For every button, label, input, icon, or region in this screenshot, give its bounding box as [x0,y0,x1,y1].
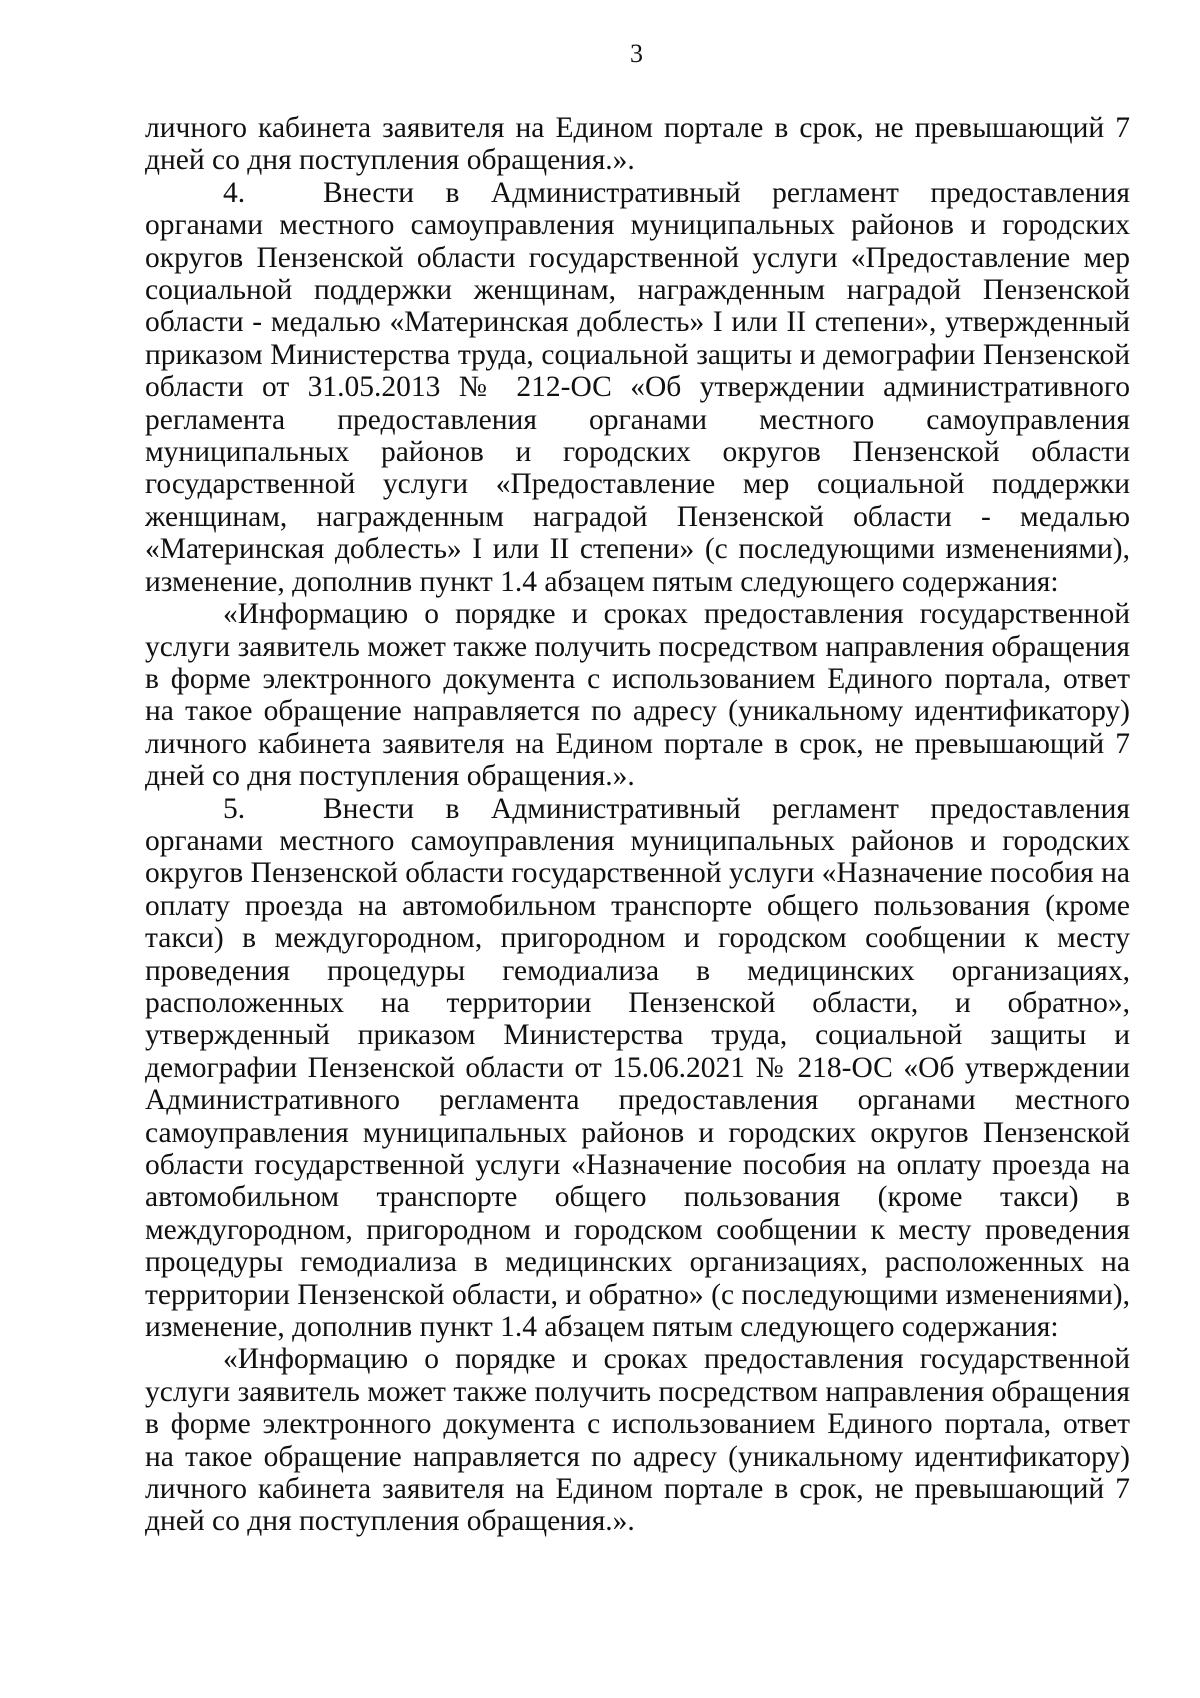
page-number: 3 [630,39,643,68]
paragraph-continuation: личного кабинета заявителя на Едином портале в срок, не превышающий 7 дней со дня поступления обращения.». [145,112,1130,177]
item-5-text: Внести в Административный регламент предоставления органами местного самоуправления муниципальных районов и городских округов Пензенской области государственной услуги «Назначение пособия на оплату проезда на автомобильном транспорте общего пользования (кроме такси) в междугородном, пригородном и городском сообщении к месту проведения процедуры гемодиализа в медицинских организациях, расположенных на территории Пензенской области, и обратно», утвержденный приказом Министерства труда, социальной защиты и демографии Пензенской области от 15.06.2021 № 218-ОС «Об утверждении Административного регламента предоставления органами местного самоуправления муниципальных районов и городских округов Пензенской области государственной услуги «Назначение пособия на оплату проезда на автомобильном транспорте общего пользования (кроме такси) в междугородном, пригородном и городском сообщении к месту проведения процедуры гемодиализа в медицинских организациях, расположенных на территории Пензенской области, и обратно» (с последующими изменениями), изменение, дополнив пункт 1.4 абзацем пятым следующего содержания: [145,792,1130,1344]
document-body [145,112,1130,1538]
paragraph-item-4 [145,177,1130,598]
paragraph-quote-2: «Информацию о порядке и сроках предоставления государственной услуги заявитель может также получить посредством направления обращения в форме электронного документа с использованием Единого портала, ответ на такое обращение направляется по адресу (уникальному идентификатору) личного кабинета заявителя на Едином портале в срок, не превышающий 7 дней со дня поступления обращения.». [145,1343,1130,1538]
item-number-5: 5. [223,792,246,825]
paragraph-quote-1: «Информацию о порядке и сроках предоставления государственной услуги заявитель может также получить посредством направления обращения в форме электронного документа с использованием Единого портала, ответ на такое обращение направляется по адресу (уникальному идентификатору) личного кабинета заявителя на Едином портале в срок, не превышающий 7 дней со дня поступления обращения.». [145,598,1130,793]
item-number-4: 4. [223,176,246,209]
paragraph-item-5 [145,793,1130,1344]
item-4-text: Внести в Административный регламент предоставления органами местного самоуправления муниципальных районов и городских округов Пензенской области государственной услуги «Предоставление мер социальной поддержки женщинам, награжденным наградой Пензенской области - медалью «Материнская доблесть» I или II степени», утвержденный приказом Министерства труда, социальной защиты и демографии Пензенской области от 31.05.2013 № 212-ОС «Об утверждении административного регламента предоставления органами местного самоуправления муниципальных районов и городских округов Пензенской области государственной услуги «Предоставление мер социальной поддержки женщинам, награжденным наградой Пензенской области - медалью «Материнская доблесть» I или II степени» (с последующими изменениями), изменение, дополнив пункт 1.4 абзацем пятым следующего содержания: [145,176,1130,598]
